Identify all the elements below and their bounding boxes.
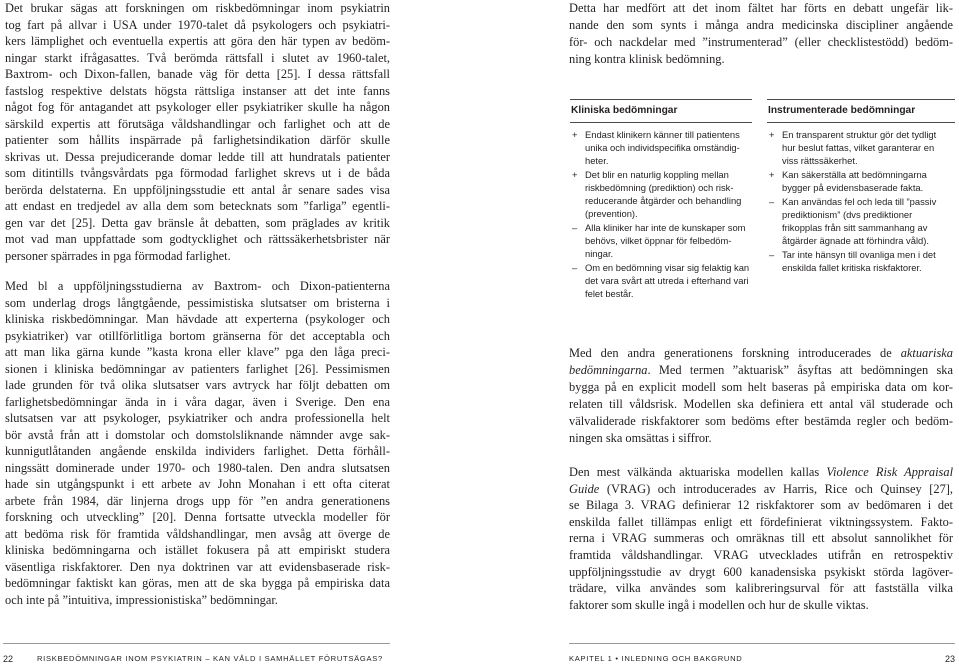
text-line: psykiatriker) var otillförlitliga bortom gränserna för det acceptabla och	[5, 328, 390, 343]
text-line: som ditintills tvångsvårdats pga förmodad farlighet skrevs ut i de båda	[5, 166, 390, 180]
text-line: kliniska bedömningarna och istället fokusera på att empiriskt studera	[5, 543, 390, 557]
plus-marker: +	[572, 128, 578, 140]
pro-item	[767, 168, 955, 194]
text-line: ningar starkt ifrågasattes. Två berömda rättsfall i slutet av 1960-talet,	[5, 50, 390, 65]
text-line: arbete från 1984, där linjerna drogs upp för ”en andra generationens	[5, 493, 390, 508]
text-line: enskilda fallet kritiska riskfaktorer.	[782, 261, 922, 273]
text-line: det vara svårt att utreda i efterhand vari	[585, 274, 749, 286]
text-line: Baxtrom- och Dixon-fallen, banade väg för detta [25]. I dessa rättsfall	[5, 67, 390, 81]
text-line: forskning och utveckling” [20]. Denna fortsatte utveckla modeller för	[5, 510, 390, 524]
page-number: 23	[944, 654, 955, 664]
text-line: reducerande åtgärder och behandling	[585, 194, 742, 206]
text-line: Med bl a uppföljningsstudierna av Baxtrom- och Dixon-patienterna	[5, 279, 390, 293]
italic-text: aktuariska	[900, 346, 953, 360]
plus-marker: +	[769, 128, 775, 140]
item-text	[585, 261, 752, 300]
footer-rule	[3, 643, 390, 644]
text-line: Endast klinikern känner till patientens	[585, 128, 740, 140]
text-line: En transparent struktur gör det tydligt	[782, 128, 937, 140]
text-line: Det brukar sägas att forskningen om riskbedömningar inom psykiatrin	[5, 1, 390, 15]
text-line: fastslog respektive delstats högsta rättsliga instanser att det inte fanns	[5, 83, 390, 98]
text-line: berörda delstaterna. En uppföljningsstudie ett antal år senare sades visa	[5, 182, 390, 197]
text-line: tog fart på allvar i USA under 1970-talet då psykologers och psykiatri-	[5, 17, 390, 32]
text-line: patienter som hållits inspärrade på farlighetsindikation därför skulle	[5, 133, 390, 147]
text-line: nande den som synts i många andra medicinska discipliner angående	[569, 18, 953, 32]
con-item	[570, 261, 752, 300]
text-line: bedömningar faktiskt kan göras, men att de ska bygga på empiriska data	[5, 576, 390, 590]
text-line: relaten till våldsrisk. Modellen ska definiera ett antal väl studerade och	[569, 397, 953, 411]
text-line: för- och nackdelar med ”instrumenterad” (eller checklistestödd) bedöm-	[569, 35, 953, 49]
text-line	[569, 362, 953, 379]
text-line: trädare, vilka användes som kalibreringsurval för att fastställa vilka	[569, 581, 953, 596]
text-run: . Med termen ”aktuarisk” åsyftas att bedömningen ska	[647, 363, 953, 377]
text-line: ningssätt dominerade under 1970- och 1980-talen. Den andra slutsatsen	[5, 460, 390, 475]
text-line: rerna i VRAG summeras och omräknas till ett absolut sannolikhet för	[569, 531, 953, 546]
text-line: enskilda fallet tillämpas enligt ett fördefinierat viktningssystem. Fakto-	[569, 514, 953, 529]
text-line: Kan säkerställa att bedömningarna	[782, 168, 927, 180]
text-line: hade sin utgångspunkt i ett arbete av John Monahan i ett ofta citerat	[5, 477, 390, 491]
text-line: personer spärrades in pga förmodad farlighet.	[5, 248, 231, 263]
pro-item	[570, 128, 752, 167]
table-column-clinical	[570, 99, 752, 301]
item-text	[585, 168, 752, 220]
text-line: något fog för antagandet att psykologer eller psykiatriker skulle ha någon	[5, 100, 390, 114]
text-line: sionen i kliniska bedömningar av patienters farlighet [26]. Pessimismen	[5, 361, 390, 376]
text-line: behövs, vilket öppnar för felbedöm-	[585, 234, 732, 246]
item-text	[782, 248, 955, 274]
column-items	[570, 123, 752, 300]
text-line: väsentliga riskfaktorer. Den nya doktrinen var att evidensbaserade risk-	[5, 559, 390, 574]
text-line: särskild expertis att förutsäga våldshandlingar och farlighet och att de	[5, 116, 390, 131]
text-line: prediktionism” (dvs prediktioner	[782, 208, 913, 220]
text-line: lade grunden för två olika slutsatser vars avtryck har följt debatten om	[5, 378, 390, 392]
text-line: att endast en tredjedel av alla dem som betecknats som ”farliga” egentli-	[5, 199, 390, 213]
minus-marker: –	[769, 248, 775, 260]
column-heading: Instrumenterade bedömningar	[767, 100, 955, 123]
text-line: att man lika gärna kunde ”kasta krona eller klave” pga den låga preci-	[5, 345, 390, 359]
text-line: kunnigutlåtanden angående enskilda individers farlighet. Detta förhåll-	[5, 444, 390, 458]
footer-rule	[569, 643, 955, 644]
body-paragraph	[569, 464, 953, 613]
text-line: uppföljningsstudie av drygt 600 kanadensiska psykiskt störda lagöver-	[569, 564, 953, 579]
text-line: ningar.	[585, 247, 614, 259]
text-line: unika och individspecifika omständig-	[585, 141, 740, 153]
text-line: åtgärder ägnade att förhindra våld).	[782, 234, 929, 246]
running-title: RISKBEDÖMNINGAR INOM PSYKIATRIN – KAN VÅLD I SAMHÄLLET FÖRUTSÄGAS?	[37, 654, 383, 663]
text-line: ningen ska omsättas i siffror.	[569, 431, 712, 445]
italic-text: bedömningarna	[569, 363, 648, 377]
text-line: kers lämplighet och eventuella expertis att göra den här typen av bedöm-	[5, 34, 390, 48]
column-items	[767, 123, 955, 274]
italic-text: Guide	[569, 481, 600, 496]
text-line	[569, 345, 953, 362]
pro-item	[570, 168, 752, 220]
italic-text: Violence Risk Appraisal	[826, 465, 954, 479]
minus-marker: –	[572, 261, 578, 273]
plus-marker: +	[572, 168, 578, 180]
right-page	[560, 0, 959, 666]
text-line: riskbedömning (prediktion) och risk-	[585, 181, 734, 193]
text-line: ning kontra klinisk bedömning.	[569, 52, 725, 66]
pro-item	[767, 128, 955, 167]
page-number: 22	[3, 654, 14, 664]
text-line: heter.	[585, 154, 609, 166]
body-paragraph	[5, 278, 390, 608]
item-text	[585, 221, 752, 260]
con-item	[570, 221, 752, 260]
text-line: frikopplas från sitt sammanhang av	[782, 221, 928, 233]
con-item	[767, 248, 955, 274]
text-line	[569, 464, 953, 481]
item-text	[782, 195, 955, 247]
minus-marker: –	[769, 195, 775, 207]
text-line: som underlag drogs långtgående, pessimistiska slutsatser om bristerna i	[5, 295, 390, 310]
body-paragraph	[569, 345, 953, 447]
text-line: Det blir en naturlig koppling mellan	[585, 168, 729, 180]
text-line: välvaliderade riskfaktorer som bedöms efter bestämda regler och bedöm-	[569, 414, 953, 428]
item-text	[782, 168, 955, 194]
text-line: Kan användas fel och leda till ”passiv	[782, 195, 937, 207]
text-line: hur beslut fattas, vilket garanterar en	[782, 141, 935, 153]
text-line: faktorer som skulle ingå i modellen och hur de skulle viktas.	[569, 597, 869, 612]
text-line: Tar inte hänsyn till ovanliga men i det	[782, 248, 936, 260]
text-line: viss rättssäkerhet.	[782, 154, 858, 166]
text-line: gen var det [25]. Detta gav bränsle åt debatten, som präglades av kritik	[5, 215, 390, 230]
text-line: Alla kliniker har inte de kunskaper som	[585, 221, 746, 233]
chapter-label: KAPITEL 1 • INLEDNING OCH BAKGRUND	[569, 654, 743, 663]
item-text	[782, 128, 955, 167]
text-run: Den mest välkända aktuariska modellen kallas	[569, 465, 827, 479]
text-run: Med den andra generationens forskning introducerades de	[569, 346, 901, 360]
text-run: (VRAG) och introducerades av Harris, Rice och Quinsey [27],	[599, 481, 953, 496]
con-item	[767, 195, 955, 247]
body-paragraph	[5, 0, 390, 264]
table-column-instrumented	[767, 99, 955, 275]
minus-marker: –	[572, 221, 578, 233]
text-line: skrivas ut. Dessa prejudicerande domar ledde till att hundratals patienter	[5, 149, 390, 164]
text-line: att bedöma risk för framtida våldshandlingar, men avsåg att överge de	[5, 526, 390, 541]
text-line: bygga på en explicit modell som helt baseras på empiriska data om kor-	[569, 380, 953, 394]
text-line: bygger på evidensbaserade fakta.	[782, 181, 924, 193]
text-line: se Bilaga 3. VRAG definierar 12 riskfaktorer som av bedömaren i det	[569, 498, 953, 513]
text-line: slutsatsen var att psykologer, psykiatriker och andra professionella helt	[5, 411, 390, 425]
text-line: mot vad man uppfattade som godtycklighet och rättssäkerhetsbrister när	[5, 232, 390, 246]
text-line	[569, 481, 953, 498]
item-text	[585, 128, 752, 167]
left-page	[0, 0, 400, 666]
intro-paragraph	[569, 0, 953, 68]
text-line: (prevention).	[585, 207, 638, 219]
text-line: Detta har medfört att det inom fältet har förts en debatt ungefär lik-	[569, 1, 953, 15]
text-line: felet består.	[585, 287, 634, 299]
text-line: kliniska riskbedömningar. Man hävdade att experterna (psykologer och	[5, 312, 390, 326]
column-heading: Kliniska bedömningar	[570, 100, 752, 123]
text-line: farlighetsbedömningar ända in i våra dagar, även i Sverige. Den ena	[5, 394, 390, 409]
text-line: framtida våldshandlingar. VRAG utvecklades utifrån en retrospektiv	[569, 547, 953, 562]
text-line: och inte på ”intuitiva, impressionistiska” bedömningar.	[5, 592, 278, 607]
plus-marker: +	[769, 168, 775, 180]
text-line: bör avstå från att i domstolar och domstolsliknande nämnder avge sak-	[5, 427, 390, 442]
text-line: Om en bedömning visar sig felaktig kan	[585, 261, 750, 273]
